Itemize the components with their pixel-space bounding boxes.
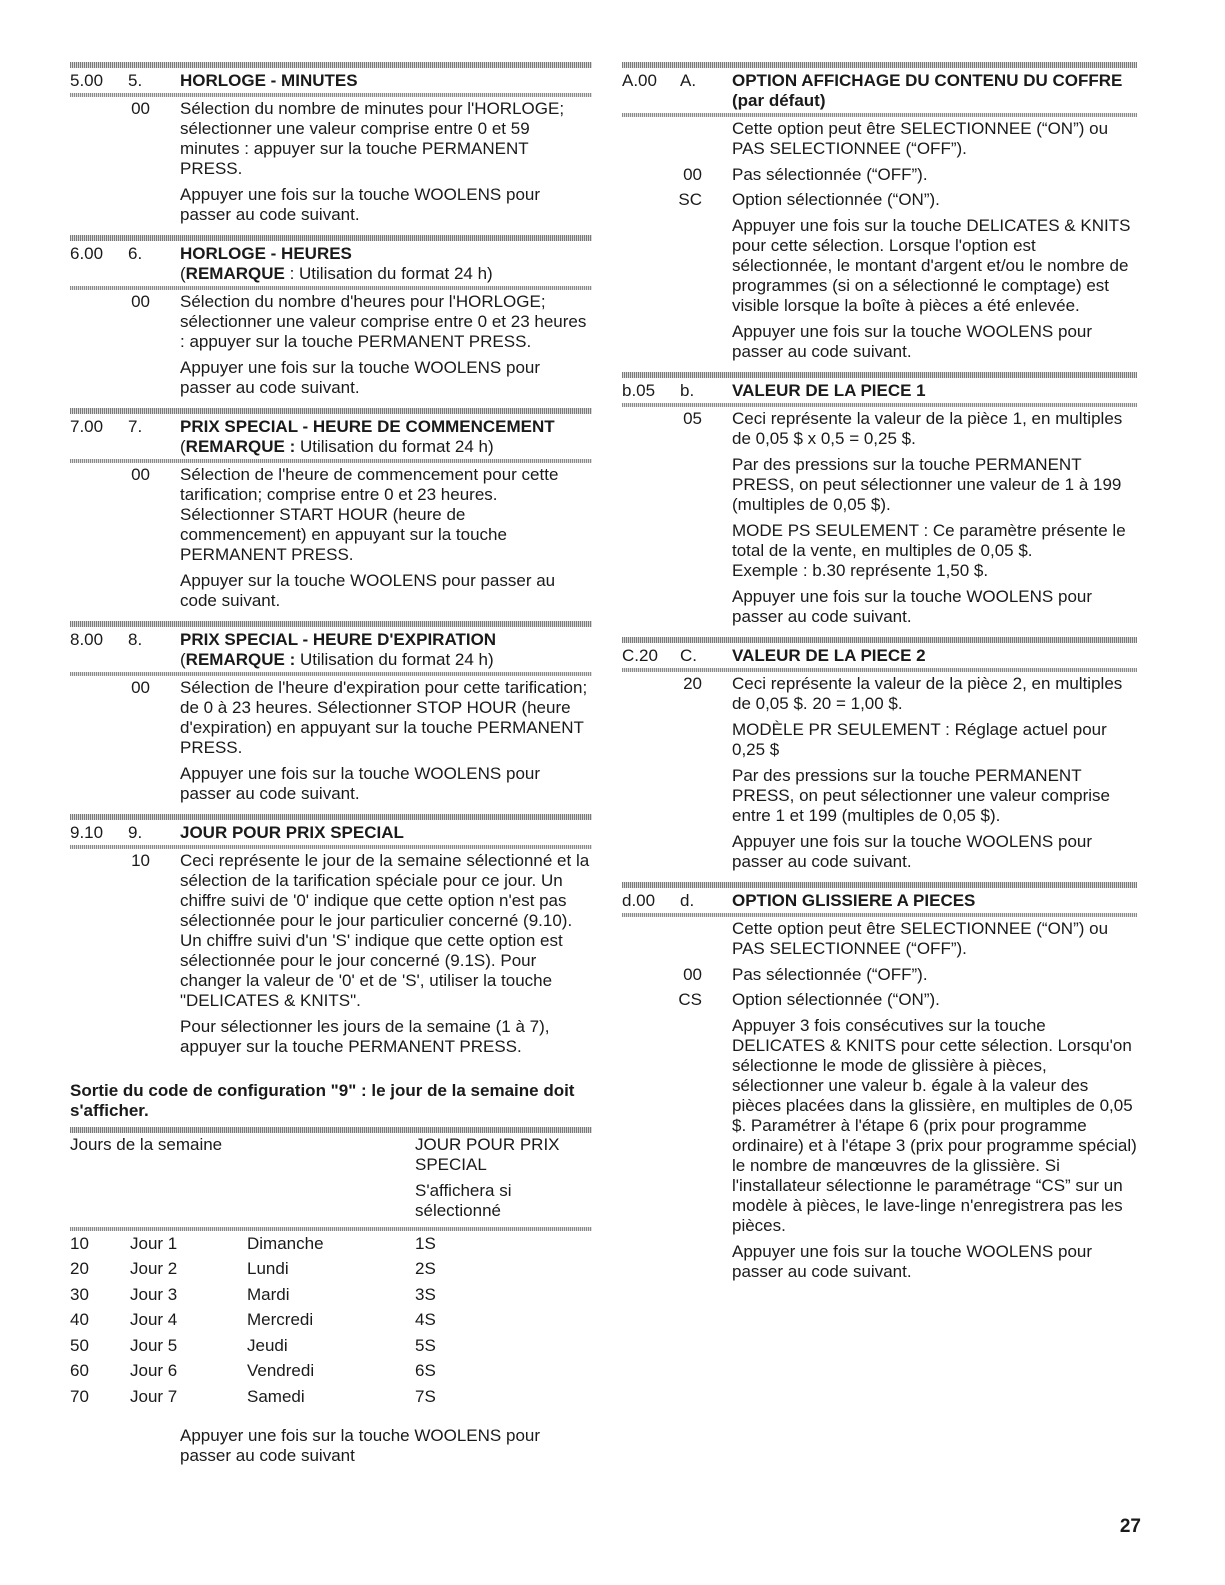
header-rule: [622, 913, 1137, 917]
remark-label: REMARQUE: [185, 264, 285, 283]
remark-label: REMARQUE :: [185, 437, 296, 456]
section-note: [622, 1016, 1137, 1282]
section-number: A.: [680, 71, 697, 90]
day-selected-code: 6S: [415, 1361, 436, 1381]
section-header: [622, 68, 1137, 111]
section-title: JOUR POUR PRIX SPECIAL: [180, 823, 404, 842]
value-code: 05: [683, 409, 702, 428]
note-text: Appuyer une fois sur la touche WOOLENS pour passer au code suivant.: [180, 764, 541, 803]
remark-text: Utilisation du format 24 h): [295, 437, 494, 456]
section-code: 9.10: [70, 823, 104, 842]
section-title-block: [180, 417, 592, 457]
section-code: C.20: [622, 646, 658, 665]
note-text: Appuyer une fois sur la touche WOOLENS pour passer au code suivant.: [180, 185, 541, 224]
days-col2-header: JOUR POUR PRIX SPECIAL: [415, 1135, 560, 1174]
value-code: 00: [131, 292, 150, 311]
section-valeur-piece-2: [622, 637, 1137, 872]
day-selected-code: 2S: [415, 1259, 436, 1279]
section-note: [70, 571, 592, 611]
day-selected-code: 1S: [415, 1233, 436, 1253]
option-code: SC: [678, 190, 702, 209]
option-description: Pas sélectionnée (“OFF”).: [732, 165, 928, 184]
table-row: [70, 1282, 592, 1308]
day-label: Jour 2: [130, 1259, 178, 1279]
day-label: Jour 4: [130, 1310, 178, 1330]
note-text: Appuyer sur la touche WOOLENS pour passer au code suivant.: [180, 571, 556, 610]
section-code: 7.00: [70, 417, 104, 436]
value-description: Ceci représente le jour de la semaine sélectionné et la sélection de la tarification spéciale pour ce jour. Un chiffre suivi de '0' indique que cette option n'est pas sélectionnée pour le jour particulier concerné (9.10). Un chiffre suivi d'un 'S' indique que cette option est sélectionnée pour le jour concerné (9.1S). Pour changer la valeur de '0' et de 'S', utiliser la touche "DELICATES & KNITS".: [180, 851, 590, 1010]
day-code: 20: [70, 1259, 89, 1279]
section-number: C.: [680, 646, 697, 665]
section-number: 8.: [128, 630, 143, 649]
option-code: 00: [683, 165, 702, 184]
day-code: 50: [70, 1335, 89, 1355]
option-code: CS: [678, 990, 702, 1009]
note-text: Appuyer une fois sur la touche DELICATES & KNITS pour cette sélection. Lorsque l'option est sélectionnée, le montant d'argent et/ou le nombre de programmes (si on a sélectionné le comptage) est visible lorsque la boîte à pièces a été enlevée.: [732, 216, 1131, 315]
value-row: [622, 672, 1137, 714]
value-description: Sélection de l'heure d'expiration pour cette tarification; de 0 à 23 heures. Sélectionner STOP HOUR (heure d'expiration) en appuyant sur la touche PERMANENT PRESS.: [180, 678, 588, 757]
section-note: [622, 455, 1137, 627]
note-text: Appuyer une fois sur la touche WOOLENS pour passer au code suivant.: [732, 1242, 1093, 1281]
day-code: 10: [70, 1233, 89, 1253]
value-description: Sélection du nombre d'heures pour l'HORLOGE; sélectionner une valeur comprise entre 0 et 23 heures : appuyer sur la touche PERMANENT PRESS.: [180, 292, 587, 351]
section-title: PRIX SPECIAL - HEURE DE COMMENCEMENT: [180, 417, 555, 436]
day-label: Jour 3: [130, 1284, 178, 1304]
days-note: Appuyer une fois sur la touche WOOLENS pour passer au code suivant: [180, 1425, 541, 1465]
remark: (REMARQUE : Utilisation du format 24 h): [180, 437, 494, 456]
value-description: Sélection de l'heure de commencement pour cette tarification; comprise entre 0 et 23 heures. Sélectionner START HOUR (heure de commencement) en appuyant sur la touche PERMANENT PRESS.: [180, 465, 559, 564]
section-code: 5.00: [70, 71, 104, 90]
day-code: 70: [70, 1386, 89, 1406]
day-label: Jour 1: [130, 1233, 178, 1253]
day-label: Jour 7: [130, 1386, 178, 1406]
section-option-affichage-coffre: [622, 62, 1137, 362]
section-code: 6.00: [70, 244, 104, 263]
section-title: VALEUR DE LA PIECE 2: [732, 646, 926, 665]
remark-text: Utilisation du format 24 h): [295, 650, 494, 669]
section-note: [70, 185, 592, 225]
section-code: 8.00: [70, 630, 104, 649]
option-description: Option sélectionnée (“ON”).: [732, 190, 940, 209]
section-number: 7.: [128, 417, 143, 436]
section-title: VALEUR DE LA PIECE 1: [732, 381, 926, 400]
section-header: [70, 68, 592, 91]
value-row: [70, 463, 592, 565]
section-header: [70, 241, 592, 284]
section-prix-special-commencement: [70, 408, 592, 611]
note-text: MODÈLE PR SEULEMENT : Réglage actuel pour 0,25 $: [732, 720, 1107, 759]
option-row: [622, 165, 1137, 185]
right-column: [622, 62, 1137, 1292]
value-description: Ceci représente la valeur de la pièce 1, en multiples de 0,05 $ x 0,5 = 0,25 $.: [732, 409, 1123, 448]
day-selected-code: 7S: [415, 1386, 436, 1406]
value-code: 20: [683, 674, 702, 693]
value-description: Sélection du nombre de minutes pour l'HORLOGE; sélectionner une valeur comprise entre 0 et 59 minutes : appuyer sur la touche PERMANENT PRESS.: [180, 99, 565, 178]
header-rule: [622, 113, 1137, 117]
note-text: MODE PS SEULEMENT : Ce paramètre présente le total de la vente, en multiples de 0,05 $.: [732, 521, 1126, 560]
section-title: HORLOGE - HEURES: [180, 244, 352, 263]
remark-text: : Utilisation du format 24 h): [284, 264, 493, 283]
day-selected-code: 5S: [415, 1335, 436, 1355]
section-code: A.00: [622, 71, 657, 90]
section-note: [70, 358, 592, 398]
note-text: Par des pressions sur la touche PERMANENT PRESS, on peut sélectionner une valeur comprise entre 1 et 199 (multiples de 0,05 $).: [732, 766, 1110, 825]
note-text: Appuyer une fois sur la touche WOOLENS pour passer au code suivant.: [732, 587, 1093, 626]
section-title: OPTION AFFICHAGE DU CONTENU DU COFFRE (par défaut): [732, 71, 1123, 110]
option-row: [622, 990, 1137, 1010]
section-number: b.: [680, 381, 695, 400]
option-description: Option sélectionnée (“ON”).: [732, 990, 940, 1009]
table-row: [70, 1359, 592, 1385]
section-title: HORLOGE - MINUTES: [180, 71, 358, 90]
section-title-block: [180, 630, 592, 670]
note-text-block: [732, 521, 1137, 581]
section-title-block: [180, 244, 592, 284]
note-text: Par des pressions sur la touche PERMANENT PRESS, on peut sélectionner une valeur de 1 à 199 (multiples de 0,05 $).: [732, 455, 1122, 514]
day-name: Dimanche: [247, 1233, 324, 1253]
value-row: [70, 849, 592, 1011]
value-code: 00: [131, 465, 150, 484]
section-header: [70, 627, 592, 670]
section-intro: [622, 919, 1137, 959]
days-col2-subheader: S'affichera si sélectionné: [415, 1181, 512, 1220]
section-number: d.: [680, 891, 695, 910]
day-label: Jour 5: [130, 1335, 178, 1355]
value-row: [70, 676, 592, 758]
day-name: Lundi: [247, 1259, 289, 1279]
section-title: OPTION GLISSIERE A PIECES: [732, 891, 976, 910]
value-code: 00: [131, 99, 150, 118]
section-number: 9.: [128, 823, 143, 842]
day-label: Jour 6: [130, 1361, 178, 1381]
value-description: Ceci représente la valeur de la pièce 2, en multiples de 0,05 $. 20 = 1,00 $.: [732, 674, 1123, 713]
section-horloge-minutes: [70, 62, 592, 225]
table-row: [70, 1308, 592, 1334]
option-code: 00: [683, 965, 702, 984]
left-column: [70, 62, 592, 1466]
section-header: [70, 820, 592, 843]
section-header: [622, 378, 1137, 401]
day-name: Jeudi: [247, 1335, 288, 1355]
intro-text: Cette option peut être SELECTIONNEE (“ON”) ou PAS SELECTIONNEE (“OFF”).: [732, 919, 1109, 958]
section-note: [70, 1017, 592, 1057]
remark: (REMARQUE : Utilisation du format 24 h): [180, 264, 493, 283]
note-text: Appuyer une fois sur la touche WOOLENS pour passer au code suivant.: [732, 832, 1093, 871]
note-text: Pour sélectionner les jours de la semaine (1 à 7), appuyer sur la touche PERMANENT PRESS.: [180, 1017, 550, 1056]
section-header: [622, 643, 1137, 666]
days-table-header: [70, 1133, 592, 1227]
remark-label: REMARQUE :: [185, 650, 296, 669]
day-code: 40: [70, 1310, 89, 1330]
days-col2-header-block: [415, 1135, 592, 1227]
intro-text: Cette option peut être SELECTIONNEE (“ON”) ou PAS SELECTIONNEE (“OFF”).: [732, 119, 1109, 158]
value-code: 10: [131, 851, 150, 870]
section-prix-special-expiration: [70, 621, 592, 804]
day-code: 60: [70, 1361, 89, 1381]
note-text: Appuyer 3 fois consécutives sur la touche DELICATES & KNITS pour cette sélection. Lorsqu'on sélectionne le mode de glissière à pièces, sélectionner une valeur b. égale à la valeur des pièces placées dans la glissière, en multiples de 0,05 $. Paramétrer à l'étape 6 (prix pour programme ordinaire) et à l'étape 3 (prix pour programme spécial) le nombre de manœuvres de la glissière. Si l'installateur sélectionne le paramétrage “CS” sur un modèle à pièces, le lave-linge n'enregistrera pas les pièces.: [732, 1016, 1137, 1235]
day-selected-code: 4S: [415, 1310, 436, 1330]
section-number: 5.: [128, 71, 143, 90]
section-header: [70, 414, 592, 457]
table-row: [70, 1257, 592, 1283]
note-text: Appuyer une fois sur la touche WOOLENS pour passer au code suivant.: [180, 358, 541, 397]
day-selected-code: 3S: [415, 1284, 436, 1304]
note-text: Appuyer une fois sur la touche WOOLENS pour passer au code suivant.: [732, 322, 1093, 361]
section-note: [70, 764, 592, 804]
value-row: [622, 407, 1137, 449]
section-note: [622, 720, 1137, 872]
option-row: [622, 965, 1137, 985]
section-header: [622, 888, 1137, 911]
section-title: PRIX SPECIAL - HEURE D'EXPIRATION: [180, 630, 497, 649]
day-name: Samedi: [247, 1386, 305, 1406]
option-description: Pas sélectionnée (“OFF”).: [732, 965, 928, 984]
table-row: [70, 1384, 592, 1410]
days-heading: Sortie du code de configuration "9" : le jour de la semaine doit s'afficher.: [70, 1081, 575, 1120]
days-rows: [70, 1231, 592, 1410]
section-code: d.00: [622, 891, 656, 910]
section-note: [622, 216, 1137, 362]
section-number: 6.: [128, 244, 143, 263]
section-valeur-piece-1: [622, 372, 1137, 627]
table-row: [70, 1231, 592, 1257]
section-intro: [622, 119, 1137, 159]
days-col1-header: Jours de la semaine: [70, 1135, 223, 1154]
value-row: [70, 97, 592, 179]
day-name: Mercredi: [247, 1310, 314, 1330]
value-code: 00: [131, 678, 150, 697]
day-name: Mardi: [247, 1284, 290, 1304]
section-jour-prix-special: [70, 814, 592, 1057]
days-table-block: [70, 1081, 592, 1466]
section-horloge-heures: [70, 235, 592, 398]
example-text: Exemple : b.30 représente 1,50 $.: [732, 561, 989, 580]
remark: (REMARQUE : Utilisation du format 24 h): [180, 650, 494, 669]
value-row: [70, 290, 592, 352]
section-code: b.05: [622, 381, 656, 400]
section-option-glissiere: [622, 882, 1137, 1282]
day-name: Vendredi: [247, 1361, 315, 1381]
table-row: [70, 1333, 592, 1359]
day-code: 30: [70, 1284, 89, 1304]
option-row: [622, 190, 1137, 210]
page-number: 27: [1119, 1516, 1141, 1537]
